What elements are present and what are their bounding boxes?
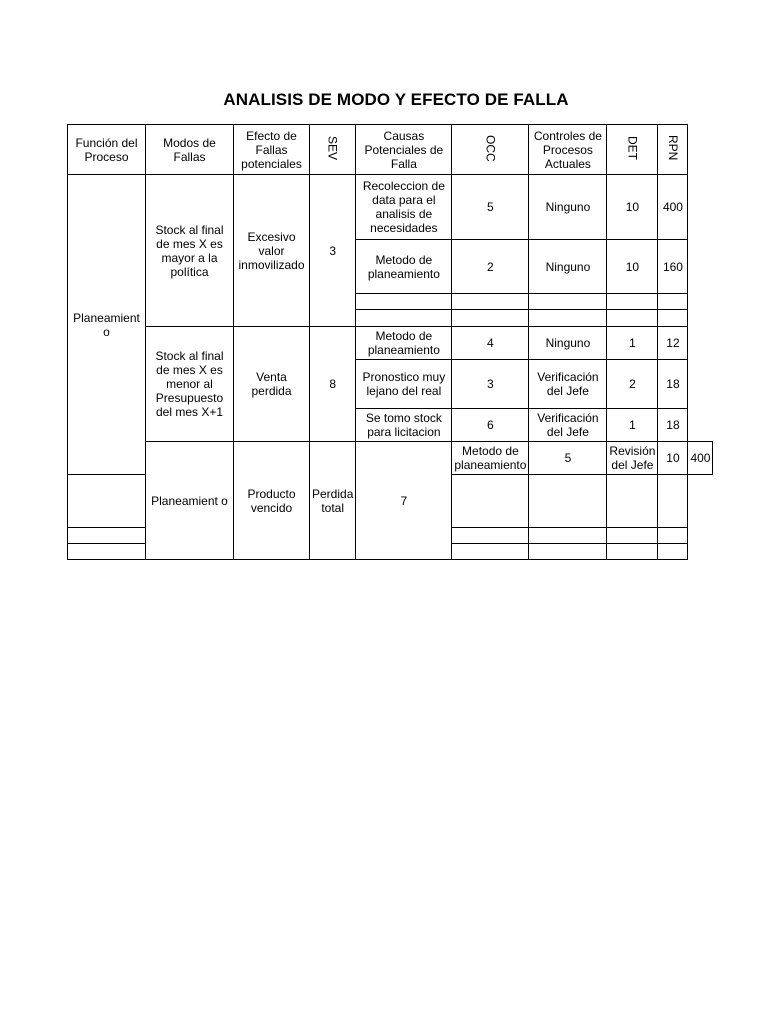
det-cell: 1 — [607, 409, 658, 442]
rpn-cell: 400 — [658, 175, 688, 240]
empty-cell — [529, 544, 607, 560]
header-det-label: DET — [625, 136, 640, 160]
empty-cell — [452, 544, 529, 560]
header-row — [68, 125, 713, 175]
det-cell: 10 — [607, 175, 658, 240]
efecto-cell: Excesivo valor inmovilizado — [234, 175, 310, 327]
empty-cell — [529, 294, 607, 310]
occ-cell: 4 — [452, 327, 529, 360]
occ-cell: 5 — [529, 442, 607, 475]
empty-cell — [607, 544, 658, 560]
occ-cell: 5 — [452, 175, 529, 240]
table-row — [68, 442, 713, 475]
header-rpn-label: RPN — [665, 135, 680, 161]
empty-cell — [529, 528, 607, 544]
sev-cell: 8 — [310, 327, 356, 442]
header-funcion: Función del Proceso — [68, 125, 146, 175]
rpn-cell: 160 — [658, 240, 688, 294]
causa-cell: Pronostico muy lejano del real — [356, 360, 452, 409]
empty-cell — [658, 475, 688, 528]
empty-cell — [607, 528, 658, 544]
control-cell: Verificación del Jefe — [529, 360, 607, 409]
det-cell: 2 — [607, 360, 658, 409]
modo-cell: Stock al final de mes X es mayor a la política — [146, 175, 234, 327]
det-cell: 10 — [658, 442, 688, 475]
det-cell: 10 — [607, 240, 658, 294]
fmea-table — [67, 124, 713, 560]
empty-cell — [68, 544, 146, 560]
empty-cell — [68, 528, 146, 544]
header-efecto: Efecto de Fallas potenciales — [234, 125, 310, 175]
empty-cell — [356, 294, 452, 310]
table-row — [68, 175, 713, 240]
funcion-cell: Planeamient o — [68, 175, 146, 475]
efecto-cell: Venta perdida — [234, 327, 310, 442]
header-det — [607, 125, 658, 175]
empty-cell — [607, 294, 658, 310]
empty-cell — [658, 544, 688, 560]
empty-cell — [452, 310, 529, 327]
causa-cell: Metodo de planeamiento — [356, 327, 452, 360]
header-controles: Controles de Procesos Actuales — [529, 125, 607, 175]
rpn-cell: 400 — [688, 442, 713, 475]
document-title: ANALISIS DE MODO Y EFECTO DE FALLA — [223, 90, 569, 109]
empty-cell — [529, 475, 607, 528]
occ-cell: 6 — [452, 409, 529, 442]
empty-cell — [529, 310, 607, 327]
rpn-cell: 18 — [658, 409, 688, 442]
det-cell: 1 — [607, 327, 658, 360]
modo-cell: Stock al final de mes X es menor al Presupuesto del mes X+1 — [146, 327, 234, 442]
header-occ — [452, 125, 529, 175]
empty-cell — [658, 310, 688, 327]
header-sev-label: SEV — [325, 135, 340, 160]
causa-cell: Recoleccion de data para el analisis de necesidades — [356, 175, 452, 240]
efecto-cell: Perdida total — [310, 442, 356, 560]
empty-cell — [452, 528, 529, 544]
empty-cell — [356, 310, 452, 327]
funcion-cell: Planeamient o — [146, 442, 234, 560]
empty-cell — [607, 310, 658, 327]
causa-cell: Metodo de planeamiento — [356, 240, 452, 294]
causa-cell: Metodo de planeamiento — [452, 442, 529, 475]
occ-cell: 2 — [452, 240, 529, 294]
control-cell: Ninguno — [529, 240, 607, 294]
causa-cell: Se tomo stock para licitacion — [356, 409, 452, 442]
sev-cell: 3 — [310, 175, 356, 327]
modo-cell: Producto vencido — [234, 442, 310, 560]
control-cell: Verificación del Jefe — [529, 409, 607, 442]
header-occ-label: OCC — [483, 134, 498, 162]
sev-cell: 7 — [356, 442, 452, 560]
empty-cell — [658, 528, 688, 544]
occ-cell: 3 — [452, 360, 529, 409]
header-modos: Modos de Fallas — [146, 125, 234, 175]
control-cell: Revisión del Jefe — [607, 442, 658, 475]
header-rpn — [658, 125, 688, 175]
rpn-cell: 12 — [658, 327, 688, 360]
empty-cell — [452, 475, 529, 528]
header-causas: Causas Potenciales de Falla — [356, 125, 452, 175]
table-row — [68, 327, 713, 360]
header-sev — [310, 125, 356, 175]
control-cell: Ninguno — [529, 175, 607, 240]
empty-cell — [607, 475, 658, 528]
control-cell: Ninguno — [529, 327, 607, 360]
empty-cell — [452, 294, 529, 310]
empty-cell — [658, 294, 688, 310]
rpn-cell: 18 — [658, 360, 688, 409]
empty-cell — [68, 475, 146, 528]
